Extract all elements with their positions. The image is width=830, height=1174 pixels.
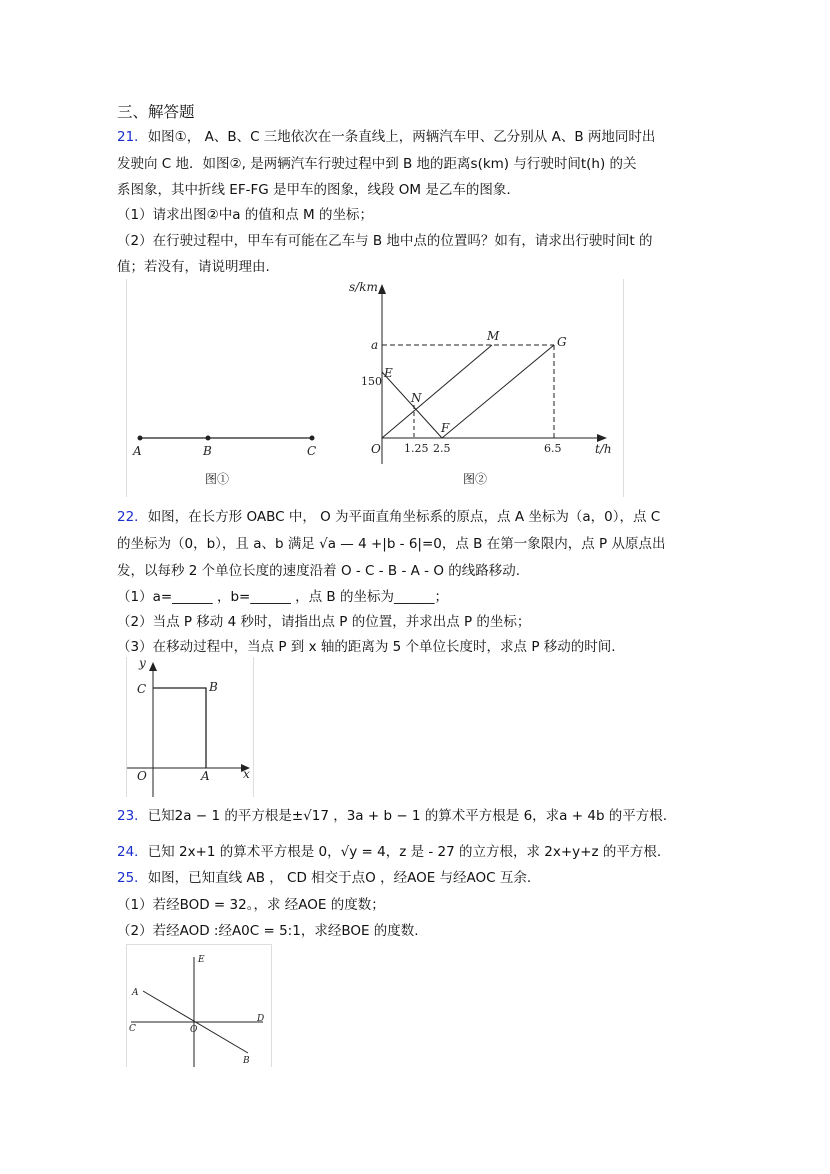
q23: 23．已知2a − 1 的平方根是±√17 ，3a + b − 1 的算术平方根是 6，求a + 4b 的平方根. <box>117 808 668 824</box>
point-e: E <box>198 955 205 965</box>
q24: 24．已知 2x+1 的算术平方根是 0，√y = 4，z 是 - 27 的立方根，求 2x+y+z 的平方根. <box>117 844 662 860</box>
point-g: G <box>557 335 567 349</box>
figure-1 <box>132 436 316 487</box>
tick-1-25: 1.25 <box>404 442 429 455</box>
label-c: C <box>307 444 317 458</box>
x-axis-label: x <box>243 767 250 781</box>
y-axis-label: y <box>139 657 146 670</box>
tick-150: 150 <box>361 375 382 388</box>
q22-line-3: 发，以每秒 2 个单位长度的速度沿着 O - C - B - A - O 的线路移动. <box>117 563 521 579</box>
point-b: B <box>243 1056 250 1066</box>
q21-figure <box>126 279 624 497</box>
q22-figure <box>126 657 254 797</box>
point-f: F <box>441 421 450 435</box>
q22-line-2: 的坐标为（0，b），且 a、b 满足 √a — 4 +|b - 6|=0，点 B 在第一象限内，点 P 从原点出 <box>117 536 666 552</box>
point-o: O <box>190 1025 198 1035</box>
point-d: D <box>257 1014 265 1024</box>
q21-line-6: 值；若没有，请说明理由. <box>117 259 270 275</box>
q22-line-4: （1）a=______ ，b=______ ，点 B 的坐标为______； <box>117 589 448 605</box>
y-axis-label: s/km <box>349 280 378 294</box>
point-o: O <box>137 769 147 783</box>
q22-line-5: （2）当点 P 移动 4 秒时，请指出点 P 的位置，并求出点 P 的坐标； <box>117 614 531 630</box>
q22-line-1: 22．如图，在长方形 OABC 中， O 为平面直角坐标系的原点，点 A 坐标为（a，0），点 C <box>117 509 661 525</box>
figure-2 <box>349 280 612 486</box>
label-a: A <box>133 444 142 458</box>
fig2-caption: 图② <box>463 472 488 486</box>
point-a: A <box>201 769 210 783</box>
section-title: 三、解答题 <box>117 103 195 121</box>
point-c: C <box>137 682 147 696</box>
tick-6-5: 6.5 <box>544 442 562 455</box>
q25-line-1: 25．如图，已知直线 AB ， CD 相交于点O ，经AOE 与经AOC 互余. <box>117 870 532 886</box>
point-b: B <box>209 680 218 694</box>
q25-figure <box>126 944 272 1067</box>
q25-line-2: （1）若经BOD = 32。，求 经AOE 的度数； <box>117 897 385 913</box>
point-e: E <box>384 366 393 380</box>
q21-line-1: 21．如图①， A、B、C 三地依次在一条直线上，两辆汽车甲、乙分别从 A、B 两地同时出 <box>117 129 656 145</box>
tick-2-5: 2.5 <box>433 442 451 455</box>
q21-line-2: 发驶向 C 地．如图②, 是两辆汽车行驶过程中到 B 地的距离s(km) 与行驶时间t(h) 的关 <box>117 156 637 172</box>
q21-figure-svg <box>127 279 623 497</box>
point-c: C <box>129 1024 136 1034</box>
q22-line-6: （3）在移动过程中，当点 P 到 x 轴的距离为 5 个单位长度时，求点 P 移动的时间. <box>117 639 616 655</box>
x-axis-label: t/h <box>595 442 612 456</box>
q21-line-3: 系图象，其中折线 EF-FG 是甲车的图象，线段 OM 是乙车的图象. <box>117 182 511 198</box>
point-n: N <box>411 391 422 405</box>
point-m: M <box>487 329 500 343</box>
tick-a: a <box>371 338 379 352</box>
origin-label: O <box>371 442 381 456</box>
fig1-caption: 图① <box>205 472 230 486</box>
q21-line-4: （1）请求出图②中a 的值和点 M 的坐标； <box>117 207 373 223</box>
q21-line-5: （2）在行驶过程中，甲车有可能在乙车与 B 地中点的位置吗？如有，请求出行驶时间t 的 <box>117 233 653 249</box>
point-a: A <box>132 988 139 998</box>
label-b: B <box>203 444 212 458</box>
q25-line-3: （2）若经AOD :经A0C = 5:1，求经BOE 的度数. <box>117 923 419 939</box>
